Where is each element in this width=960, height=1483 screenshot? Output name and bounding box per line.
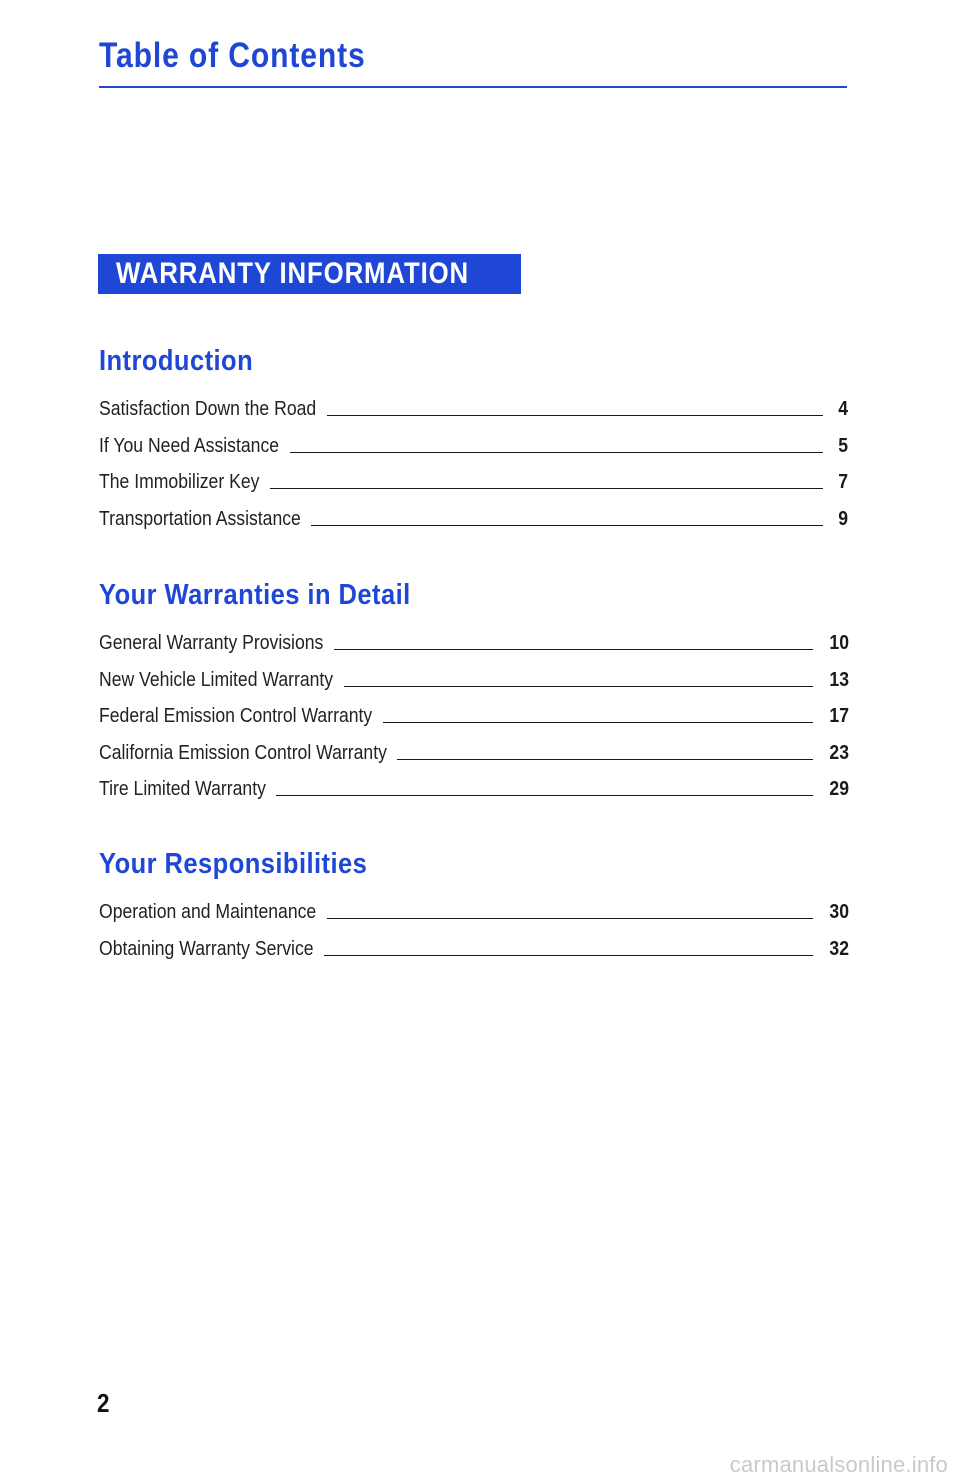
toc-entry[interactable] <box>99 888 847 924</box>
section-heading: Your Warranties in Detail <box>99 579 411 611</box>
leader-line <box>311 525 823 526</box>
toc-entry-page: 5 <box>838 434 848 457</box>
toc-entry-page: 17 <box>829 705 849 728</box>
toc-entry[interactable] <box>99 728 847 764</box>
site-watermark: carmanualsonline.info <box>729 1452 948 1477</box>
page-title: Table of Contents <box>99 36 366 75</box>
leader-line <box>327 415 823 416</box>
toc-entry[interactable] <box>99 765 847 801</box>
leader-line <box>327 918 813 919</box>
toc-entry[interactable] <box>99 385 847 421</box>
section-responsibilities <box>99 848 847 961</box>
toc-entry-page: 29 <box>829 777 849 800</box>
toc-entry-page: 9 <box>838 507 848 530</box>
leader-line <box>270 488 823 489</box>
toc-entry[interactable] <box>99 924 847 960</box>
toc-entry[interactable] <box>99 494 847 530</box>
section-warranties-in-detail <box>99 579 847 801</box>
toc-entry-label: California Emission Control Warranty <box>99 741 387 764</box>
section-banner <box>98 254 521 294</box>
leader-line <box>383 722 813 723</box>
toc-entry[interactable] <box>99 655 847 691</box>
leader-line <box>290 452 823 453</box>
leader-line <box>324 955 813 956</box>
toc-entry[interactable] <box>99 421 847 457</box>
toc-entry-label: Federal Emission Control Warranty <box>99 705 373 728</box>
toc-entry[interactable] <box>99 692 847 728</box>
toc-entry-label: Operation and Maintenance <box>99 901 317 924</box>
toc-entry-label: Tire Limited Warranty <box>99 777 266 800</box>
title-divider <box>99 86 847 88</box>
toc-entry-label: If You Need Assistance <box>99 434 280 457</box>
leader-line <box>344 686 813 687</box>
toc-entry-page: 4 <box>838 398 848 421</box>
toc-entry-label: Obtaining Warranty Service <box>99 937 314 960</box>
leader-line <box>397 759 813 760</box>
section-heading: Introduction <box>99 345 254 377</box>
toc-entry-page: 23 <box>829 741 849 764</box>
toc-entry-label: New Vehicle Limited Warranty <box>99 668 334 691</box>
toc-entry-label: The Immobilizer Key <box>99 471 260 494</box>
toc-entry-page: 30 <box>829 901 849 924</box>
section-introduction <box>99 345 847 531</box>
toc-entry-page: 32 <box>829 937 849 960</box>
page-number: 2 <box>97 1388 110 1418</box>
section-banner-label: WARRANTY INFORMATION <box>116 257 470 290</box>
toc-entry-label: Satisfaction Down the Road <box>99 398 317 421</box>
toc-entry-label: Transportation Assistance <box>99 507 301 530</box>
toc-entry-page: 10 <box>829 632 849 655</box>
leader-line <box>276 795 813 796</box>
toc-entry[interactable] <box>99 619 847 655</box>
toc-entry-page: 13 <box>829 668 849 691</box>
toc-entry-label: General Warranty Provisions <box>99 632 324 655</box>
leader-line <box>334 649 813 650</box>
toc-entry[interactable] <box>99 458 847 494</box>
section-heading: Your Responsibilities <box>99 848 368 880</box>
toc-entry-page: 7 <box>838 471 848 494</box>
